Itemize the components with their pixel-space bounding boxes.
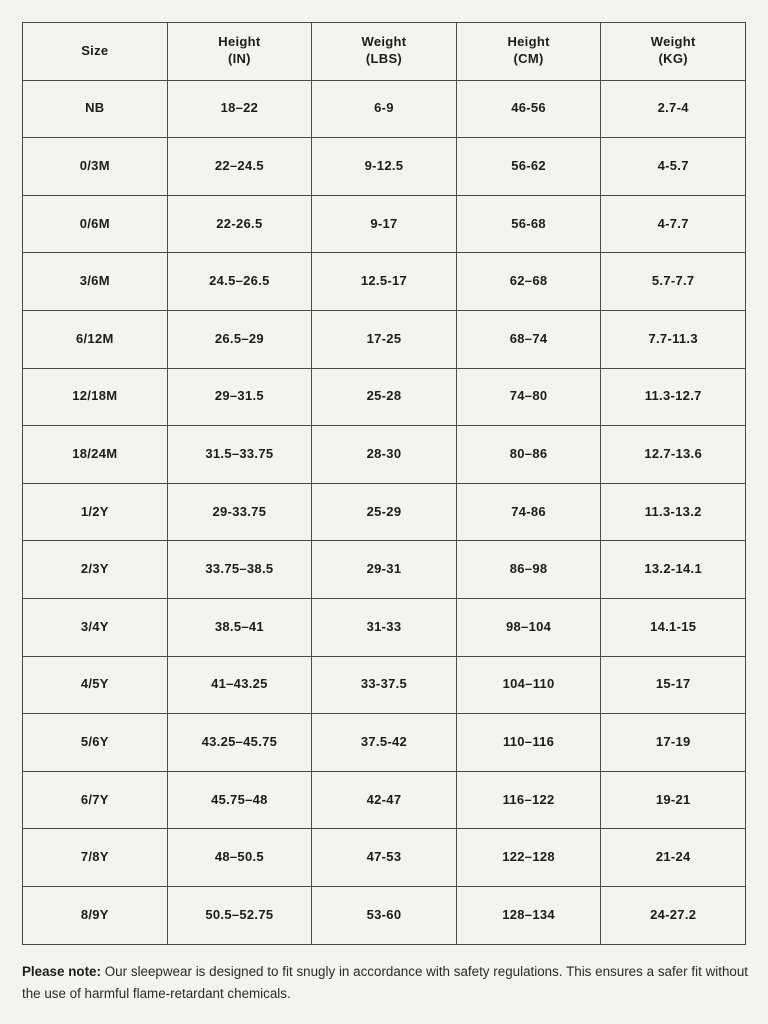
header-unit: (IN) xyxy=(227,51,251,67)
cell-weight-kg: 14.1-15 xyxy=(601,598,746,656)
cell-weight-kg: 15-17 xyxy=(601,656,746,714)
cell-height-cm: 74-86 xyxy=(456,483,601,541)
cell-size: 6/12M xyxy=(23,310,168,368)
cell-weight-kg: 24-27.2 xyxy=(601,886,746,944)
header-label: Height xyxy=(507,34,550,50)
cell-size: 4/5Y xyxy=(23,656,168,714)
cell-weight-lbs: 31-33 xyxy=(312,598,457,656)
cell-size: 8/9Y xyxy=(23,886,168,944)
header-label: Height xyxy=(218,34,261,50)
cell-height-cm: 86–98 xyxy=(456,541,601,599)
cell-height-cm: 110–116 xyxy=(456,714,601,772)
cell-height-in: 22-26.5 xyxy=(167,195,312,253)
cell-height-cm: 56-68 xyxy=(456,195,601,253)
cell-height-cm: 74–80 xyxy=(456,368,601,426)
cell-height-cm: 116–122 xyxy=(456,771,601,829)
cell-height-in: 41–43.25 xyxy=(167,656,312,714)
header-unit: (KG) xyxy=(658,51,688,67)
header-height-cm xyxy=(456,23,601,81)
cell-size: 12/18M xyxy=(23,368,168,426)
cell-weight-kg: 7.7-11.3 xyxy=(601,310,746,368)
table-row xyxy=(23,80,746,138)
cell-size: 6/7Y xyxy=(23,771,168,829)
cell-height-in: 45.75–48 xyxy=(167,771,312,829)
table-row xyxy=(23,656,746,714)
table-row xyxy=(23,829,746,887)
header-label: Size xyxy=(81,42,109,58)
cell-weight-lbs: 9-17 xyxy=(312,195,457,253)
cell-weight-lbs: 25-29 xyxy=(312,483,457,541)
header-label: Weight xyxy=(361,34,407,50)
cell-weight-kg: 12.7-13.6 xyxy=(601,426,746,484)
table-row xyxy=(23,195,746,253)
cell-weight-kg: 21-24 xyxy=(601,829,746,887)
cell-height-in: 22–24.5 xyxy=(167,138,312,196)
cell-weight-lbs: 6-9 xyxy=(312,80,457,138)
cell-height-in: 31.5–33.75 xyxy=(167,426,312,484)
table-row xyxy=(23,310,746,368)
sizing-note xyxy=(22,961,748,1005)
table-header-row xyxy=(23,23,746,81)
cell-weight-kg: 2.7-4 xyxy=(601,80,746,138)
cell-height-cm: 56-62 xyxy=(456,138,601,196)
cell-height-in: 24.5–26.5 xyxy=(167,253,312,311)
cell-height-cm: 68–74 xyxy=(456,310,601,368)
cell-height-cm: 104–110 xyxy=(456,656,601,714)
cell-height-cm: 128–134 xyxy=(456,886,601,944)
cell-height-cm: 46-56 xyxy=(456,80,601,138)
cell-weight-lbs: 25-28 xyxy=(312,368,457,426)
table-row xyxy=(23,426,746,484)
cell-size: 0/3M xyxy=(23,138,168,196)
cell-weight-lbs: 17-25 xyxy=(312,310,457,368)
size-chart-table xyxy=(22,22,746,945)
header-unit: (LBS) xyxy=(365,51,403,67)
cell-weight-lbs: 33-37.5 xyxy=(312,656,457,714)
table-row xyxy=(23,771,746,829)
cell-height-in: 18–22 xyxy=(167,80,312,138)
cell-weight-lbs: 47-53 xyxy=(312,829,457,887)
cell-height-in: 33.75–38.5 xyxy=(167,541,312,599)
cell-weight-kg: 19-21 xyxy=(601,771,746,829)
table-row xyxy=(23,253,746,311)
cell-weight-kg: 5.7-7.7 xyxy=(601,253,746,311)
cell-weight-lbs: 28-30 xyxy=(312,426,457,484)
cell-weight-lbs: 29-31 xyxy=(312,541,457,599)
cell-height-cm: 122–128 xyxy=(456,829,601,887)
cell-weight-kg: 11.3-13.2 xyxy=(601,483,746,541)
cell-weight-lbs: 37.5-42 xyxy=(312,714,457,772)
cell-weight-kg: 4-7.7 xyxy=(601,195,746,253)
cell-height-in: 26.5–29 xyxy=(167,310,312,368)
cell-weight-kg: 13.2-14.1 xyxy=(601,541,746,599)
cell-size: 0/6M xyxy=(23,195,168,253)
table-row xyxy=(23,138,746,196)
cell-height-in: 48–50.5 xyxy=(167,829,312,887)
header-unit: (CM) xyxy=(513,51,544,67)
header-weight-kg xyxy=(601,23,746,81)
note-text: Our sleepwear is designed to fit snugly in accordance with safety regulations. This ensures a safer fit without the use of harmful flame-retardant chemicals. xyxy=(22,964,749,1001)
cell-size: 2/3Y xyxy=(23,541,168,599)
cell-height-cm: 98–104 xyxy=(456,598,601,656)
cell-height-in: 38.5–41 xyxy=(167,598,312,656)
cell-weight-lbs: 9-12.5 xyxy=(312,138,457,196)
table-row xyxy=(23,541,746,599)
cell-size: 3/4Y xyxy=(23,598,168,656)
cell-height-in: 43.25–45.75 xyxy=(167,714,312,772)
cell-height-cm: 62–68 xyxy=(456,253,601,311)
cell-height-in: 50.5–52.75 xyxy=(167,886,312,944)
header-size xyxy=(23,23,168,81)
cell-size: 18/24M xyxy=(23,426,168,484)
cell-size: 7/8Y xyxy=(23,829,168,887)
table-row xyxy=(23,368,746,426)
cell-height-in: 29-33.75 xyxy=(167,483,312,541)
table-row xyxy=(23,714,746,772)
cell-weight-lbs: 12.5-17 xyxy=(312,253,457,311)
cell-weight-kg: 17-19 xyxy=(601,714,746,772)
cell-weight-kg: 4-5.7 xyxy=(601,138,746,196)
cell-weight-lbs: 42-47 xyxy=(312,771,457,829)
header-label: Weight xyxy=(650,34,696,50)
table-row xyxy=(23,598,746,656)
cell-size: NB xyxy=(23,80,168,138)
table-row xyxy=(23,483,746,541)
table-body xyxy=(23,80,746,944)
cell-weight-kg: 11.3-12.7 xyxy=(601,368,746,426)
header-height-in xyxy=(167,23,312,81)
cell-size: 1/2Y xyxy=(23,483,168,541)
table-row xyxy=(23,886,746,944)
header-weight-lbs xyxy=(312,23,457,81)
cell-size: 3/6M xyxy=(23,253,168,311)
cell-weight-lbs: 53-60 xyxy=(312,886,457,944)
cell-size: 5/6Y xyxy=(23,714,168,772)
cell-height-in: 29–31.5 xyxy=(167,368,312,426)
cell-height-cm: 80–86 xyxy=(456,426,601,484)
note-lead: Please note: xyxy=(22,964,101,979)
